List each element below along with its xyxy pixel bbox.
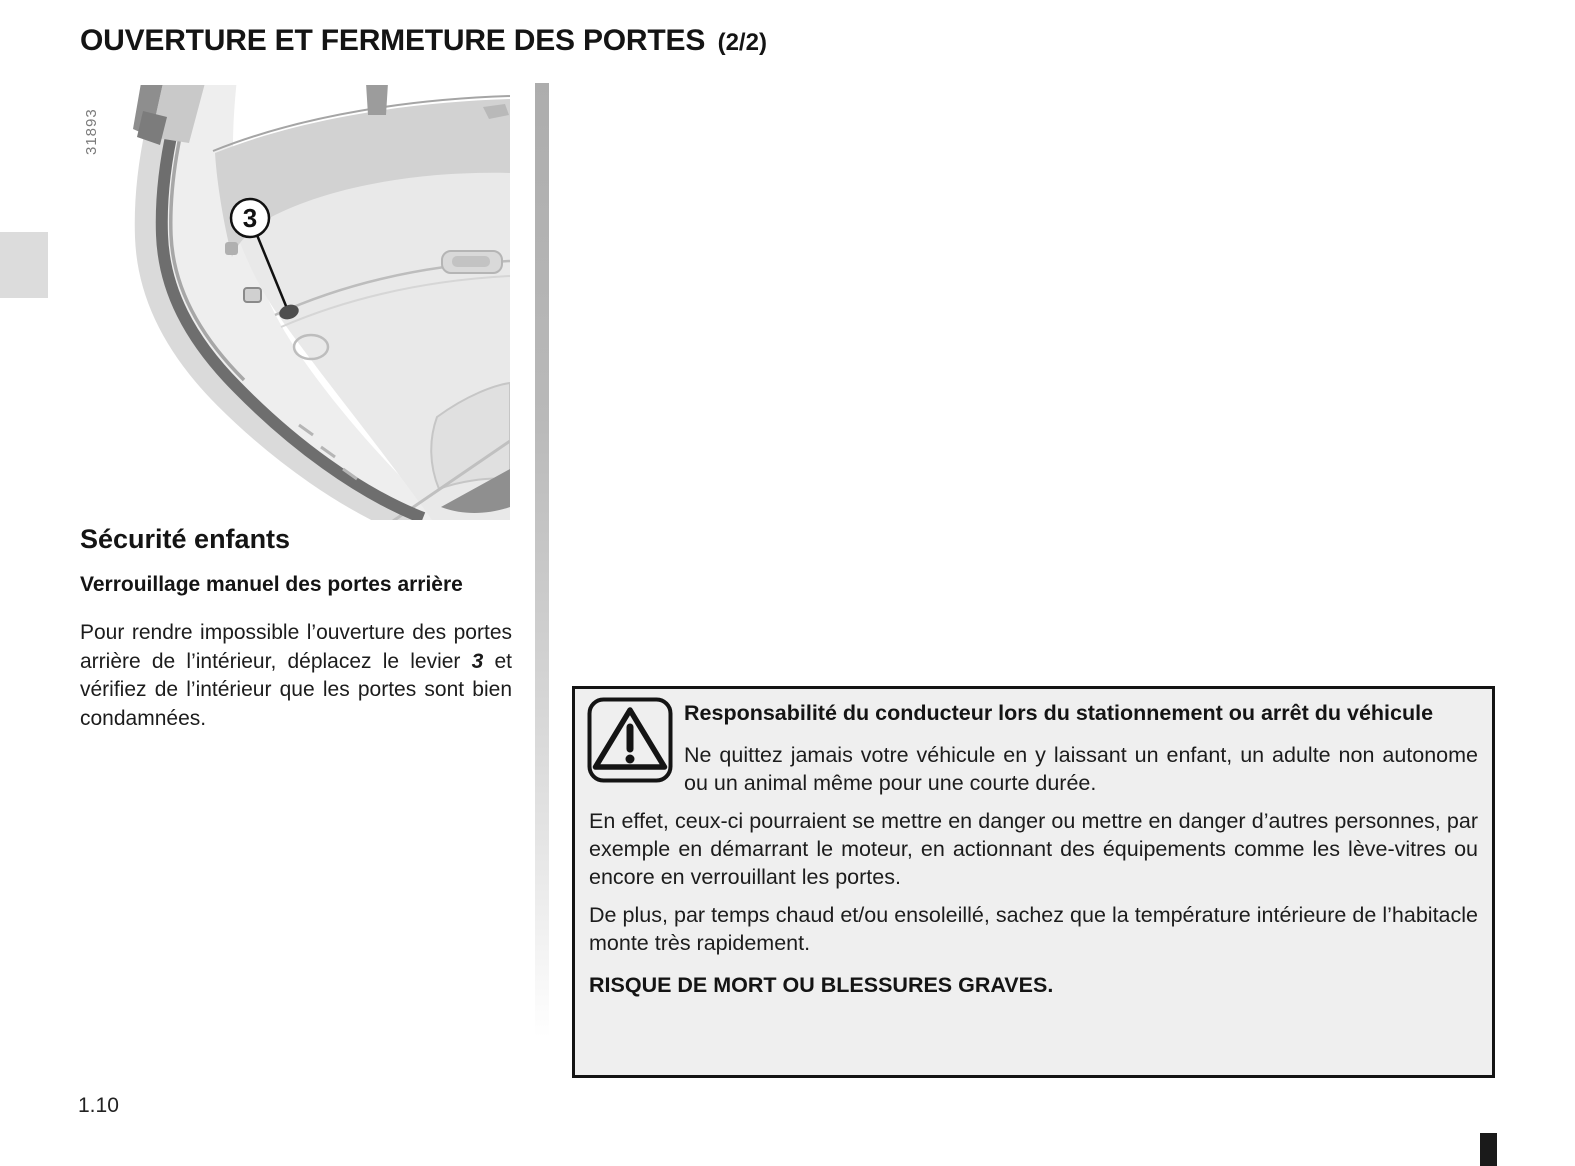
door-illustration [85,85,510,520]
figure-number: 31893 [83,108,100,155]
body-paragraph [80,619,512,733]
section-subheading: Verrouillage manuel des portes arrière [80,573,463,596]
page-number: 1.10 [78,1094,119,1117]
page-title [80,24,767,58]
paragraph-text-after: et vérifiez de l’intérieur que les portes sont bien condamnées. [80,649,512,730]
warning-paragraph-1: Ne quittez jamais votre véhicule en y laissant un enfant, un adulte non autonome ou un animal même pour une courte durée. [684,743,1478,795]
warning-header-text [684,697,1478,797]
page-title-part-indicator: (2/2) [717,29,767,56]
warning-emphasis: RISQUE DE MORT OU BLESSURES GRAVES. [589,973,1054,997]
door-panel-artwork [133,85,510,520]
figure-rear-door [85,85,510,520]
warning-header [587,697,1478,797]
warning-paragraph-3: De plus, par temps chaud et/ou ensoleillé, sachez que la température intérieure de l’habitacle monte très rapidement. [589,903,1478,955]
warning-box [572,686,1495,1078]
warning-title: Responsabilité du conducteur lors du stationnement ou arrêt du véhicule [684,701,1434,725]
section-edge-tab [0,232,48,298]
paragraph-text-before: Pour rendre impossible l’ouverture des portes arrière de l’intérieur, déplacez le levier [80,621,512,673]
lever-reference: 3 [471,649,484,673]
left-column [80,524,512,733]
section-heading: Sécurité enfants [80,524,291,554]
warning-paragraph-2: En effet, ceux-ci pourraient se mettre en danger ou mettre en danger d’autres personnes, par exemple en démarrant le moteur, en actionnant des équipements comme les lève-vitres ou encore en verrouillant les portes. [589,809,1478,889]
chapter-index-tab [1480,1133,1497,1166]
warning-triangle-icon [587,697,673,783]
page-title-text: OUVERTURE ET FERMETURE DES PORTES [80,24,706,57]
callout-number: 3 [242,203,258,233]
column-divider-bar [535,83,549,1038]
